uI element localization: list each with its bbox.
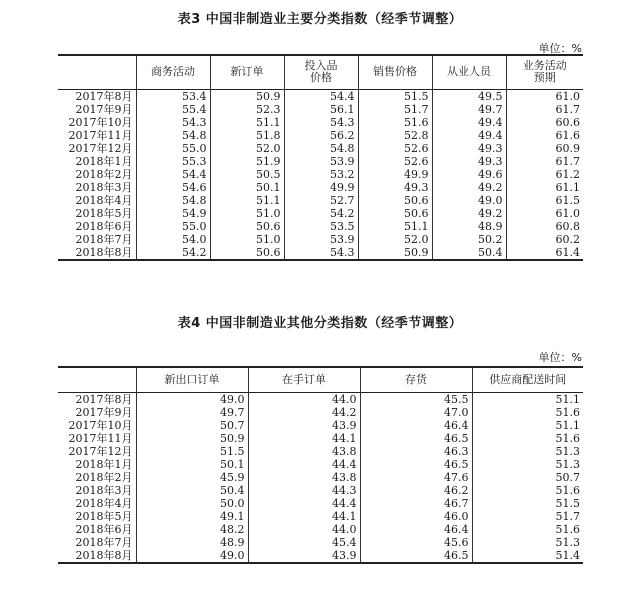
table-cell: 54.3 <box>284 246 358 260</box>
table-cell: 46.5 <box>360 432 472 445</box>
table-cell: 46.4 <box>360 419 472 432</box>
table-row <box>58 103 583 116</box>
table-cell: 44.4 <box>248 458 360 471</box>
table-cell: 43.8 <box>248 445 360 458</box>
table4-unit: 单位：% <box>538 351 582 364</box>
table-cell: 52.0 <box>210 142 284 155</box>
table-cell: 46.2 <box>360 484 472 497</box>
table-cell: 61.0 <box>506 89 583 103</box>
table-row <box>58 484 583 497</box>
table-cell: 49.7 <box>432 103 506 116</box>
table-cell: 49.6 <box>432 168 506 181</box>
table-cell: 45.4 <box>248 536 360 549</box>
table-row <box>58 246 583 260</box>
table-cell: 55.4 <box>136 103 210 116</box>
table-cell: 50.4 <box>432 246 506 260</box>
table-cell: 46.5 <box>360 549 472 563</box>
table-cell: 51.4 <box>472 549 583 563</box>
table-cell: 47.0 <box>360 406 472 419</box>
table-cell: 60.8 <box>506 220 583 233</box>
table-row <box>58 129 583 142</box>
table-row <box>58 392 583 406</box>
table-cell: 52.0 <box>358 233 432 246</box>
table-cell: 51.1 <box>210 194 284 207</box>
table-cell: 48.9 <box>432 220 506 233</box>
table-cell: 61.5 <box>506 194 583 207</box>
table-cell: 51.6 <box>472 523 583 536</box>
table-cell: 49.2 <box>432 181 506 194</box>
table-cell: 52.8 <box>358 129 432 142</box>
table-cell: 52.6 <box>358 142 432 155</box>
table-cell: 49.7 <box>136 406 248 419</box>
table-cell: 51.7 <box>472 510 583 523</box>
table-cell: 51.3 <box>472 445 583 458</box>
table-row <box>58 168 583 181</box>
table-cell: 61.7 <box>506 103 583 116</box>
table-cell: 49.3 <box>432 155 506 168</box>
table-cell: 49.0 <box>432 194 506 207</box>
table-cell: 50.1 <box>136 458 248 471</box>
row-month-label: 2018年8月 <box>75 548 133 562</box>
row-month-label: 2018年7月 <box>75 535 133 549</box>
table-cell: 53.4 <box>136 89 210 103</box>
table-cell: 51.5 <box>472 497 583 510</box>
table3-header-row <box>58 55 583 89</box>
table-cell: 49.1 <box>136 510 248 523</box>
table-row <box>58 194 583 207</box>
table-cell: 54.3 <box>136 116 210 129</box>
table-cell: 51.6 <box>358 116 432 129</box>
table-row <box>58 458 583 471</box>
table-cell: 53.2 <box>284 168 358 181</box>
row-month-label: 2018年8月 <box>75 245 133 259</box>
table-cell: 60.9 <box>506 142 583 155</box>
row-month-label: 2018年5月 <box>75 509 133 523</box>
row-month-label: 2018年1月 <box>75 154 133 168</box>
table3-body <box>58 89 583 260</box>
table-row <box>58 510 583 523</box>
table-cell: 46.4 <box>360 523 472 536</box>
row-month-label: 2017年12月 <box>68 444 133 458</box>
table-cell: 54.9 <box>136 207 210 220</box>
table-cell: 44.2 <box>248 406 360 419</box>
table-cell: 49.3 <box>432 142 506 155</box>
table-cell: 54.3 <box>284 116 358 129</box>
table-cell: 51.1 <box>358 220 432 233</box>
table-cell: 50.5 <box>210 168 284 181</box>
table-cell: 51.3 <box>472 458 583 471</box>
row-month-label: 2017年11月 <box>68 128 133 142</box>
table-row <box>58 471 583 484</box>
table-cell: 50.6 <box>358 207 432 220</box>
table-cell: 51.3 <box>472 536 583 549</box>
table-cell: 60.6 <box>506 116 583 129</box>
table-cell: 50.0 <box>136 497 248 510</box>
table-cell: 54.2 <box>284 207 358 220</box>
table-cell: 61.6 <box>506 129 583 142</box>
table-row <box>58 181 583 194</box>
table4-body <box>58 392 583 563</box>
table-cell: 54.8 <box>136 194 210 207</box>
table4-title: 表4 中国非制造业其他分类指数（经季节调整） <box>177 316 463 331</box>
table-cell: 51.1 <box>472 392 583 406</box>
table-cell: 51.6 <box>472 484 583 497</box>
table4-header-col-4: 供应商配送时间 <box>472 367 583 392</box>
table-cell: 47.6 <box>360 471 472 484</box>
table-cell: 53.5 <box>284 220 358 233</box>
table3-header-col-0 <box>58 55 136 89</box>
table-cell: 54.0 <box>136 233 210 246</box>
table-cell: 50.4 <box>136 484 248 497</box>
table-cell: 51.1 <box>472 419 583 432</box>
table3-header-col-1: 商务活动 <box>136 55 210 89</box>
table-cell: 54.6 <box>136 181 210 194</box>
table-cell: 54.4 <box>136 168 210 181</box>
table-cell: 43.9 <box>248 549 360 563</box>
table-cell: 51.0 <box>210 233 284 246</box>
table-row <box>58 432 583 445</box>
table-row <box>58 523 583 536</box>
table-cell: 48.9 <box>136 536 248 549</box>
table-cell: 45.9 <box>136 471 248 484</box>
table-row <box>58 155 583 168</box>
table-cell: 54.8 <box>284 142 358 155</box>
table-cell: 61.7 <box>506 155 583 168</box>
table-cell: 49.4 <box>432 116 506 129</box>
table-row <box>58 142 583 155</box>
table-cell: 49.9 <box>284 181 358 194</box>
table-cell: 46.0 <box>360 510 472 523</box>
table-cell: 61.0 <box>506 207 583 220</box>
table-cell: 52.6 <box>358 155 432 168</box>
table-cell: 44.4 <box>248 497 360 510</box>
table-cell: 61.2 <box>506 168 583 181</box>
table-cell: 46.7 <box>360 497 472 510</box>
table-cell: 43.8 <box>248 471 360 484</box>
table-cell: 51.9 <box>210 155 284 168</box>
table-cell: 45.5 <box>360 392 472 406</box>
table-cell: 54.8 <box>136 129 210 142</box>
table-cell: 61.1 <box>506 181 583 194</box>
table-cell: 52.3 <box>210 103 284 116</box>
table-cell: 49.2 <box>432 207 506 220</box>
table-cell: 53.9 <box>284 233 358 246</box>
table3-title: 表3 中国非制造业主要分类指数（经季节调整） <box>177 12 463 27</box>
table-cell: 44.1 <box>248 510 360 523</box>
table-cell: 50.9 <box>358 246 432 260</box>
table-cell: 44.0 <box>248 392 360 406</box>
table-cell: 50.7 <box>136 419 248 432</box>
table-cell: 50.6 <box>358 194 432 207</box>
row-month-label: 2018年6月 <box>75 522 133 536</box>
table-row <box>58 419 583 432</box>
table-cell: 50.9 <box>136 432 248 445</box>
table-cell: 44.3 <box>248 484 360 497</box>
table-cell: 49.3 <box>358 181 432 194</box>
table-cell: 49.9 <box>358 168 432 181</box>
table-cell: 51.7 <box>358 103 432 116</box>
table-cell: 56.2 <box>284 129 358 142</box>
row-month-label: 2017年8月 <box>75 89 133 103</box>
table-cell: 44.1 <box>248 432 360 445</box>
row-month-label: 2018年1月 <box>75 457 133 471</box>
row-month-label: 2018年4月 <box>75 193 133 207</box>
table-cell: 49.0 <box>136 549 248 563</box>
table-cell: 43.9 <box>248 419 360 432</box>
table-cell: 55.3 <box>136 155 210 168</box>
table-row <box>58 89 583 103</box>
table-cell: 46.5 <box>360 458 472 471</box>
table-row <box>58 497 583 510</box>
table-cell: 49.4 <box>432 129 506 142</box>
table4-header-col-2: 在手订单 <box>248 367 360 392</box>
table-row <box>58 445 583 458</box>
table-cell: 52.7 <box>284 194 358 207</box>
table3-header-col-6: 业务活动 预期 <box>506 55 583 89</box>
table-cell: 51.1 <box>210 116 284 129</box>
table-cell: 50.9 <box>210 89 284 103</box>
table3-header-col-5: 从业人员 <box>432 55 506 89</box>
row-month-label: 2017年9月 <box>75 405 133 419</box>
table-row <box>58 116 583 129</box>
table-cell: 54.2 <box>136 246 210 260</box>
table-row <box>58 220 583 233</box>
table-cell: 51.6 <box>472 432 583 445</box>
table-row <box>58 536 583 549</box>
row-month-label: 2017年9月 <box>75 102 133 116</box>
table3-header-col-2: 新订单 <box>210 55 284 89</box>
table3-header-col-3: 投入品 价格 <box>284 55 358 89</box>
table-cell: 51.5 <box>136 445 248 458</box>
table-cell: 51.8 <box>210 129 284 142</box>
row-month-label: 2017年8月 <box>75 392 133 406</box>
table-cell: 55.0 <box>136 220 210 233</box>
table4-header-col-0 <box>58 367 136 392</box>
row-month-label: 2018年3月 <box>75 483 133 497</box>
row-month-label: 2017年10月 <box>68 418 133 432</box>
table-row <box>58 406 583 419</box>
table3-header-col-4: 销售价格 <box>358 55 432 89</box>
table-row <box>58 233 583 246</box>
table-cell: 54.4 <box>284 89 358 103</box>
table-cell: 56.1 <box>284 103 358 116</box>
table-row <box>58 549 583 563</box>
row-month-label: 2018年3月 <box>75 180 133 194</box>
table-cell: 51.6 <box>472 406 583 419</box>
table-cell: 51.5 <box>358 89 432 103</box>
row-month-label: 2018年4月 <box>75 496 133 510</box>
table-cell: 49.5 <box>432 89 506 103</box>
row-month-label: 2018年2月 <box>75 167 133 181</box>
table-cell: 44.0 <box>248 523 360 536</box>
table3 <box>58 54 583 261</box>
table4-header-col-3: 存货 <box>360 367 472 392</box>
table4-header-row <box>58 367 583 392</box>
table-cell: 49.0 <box>136 392 248 406</box>
table-cell: 50.1 <box>210 181 284 194</box>
table4-header-col-1: 新出口订单 <box>136 367 248 392</box>
row-month-label: 2018年5月 <box>75 206 133 220</box>
table-cell: 46.3 <box>360 445 472 458</box>
table-cell: 45.6 <box>360 536 472 549</box>
row-month-label: 2018年6月 <box>75 219 133 233</box>
table3-unit: 单位：% <box>538 42 582 55</box>
table-cell: 48.2 <box>136 523 248 536</box>
table-cell: 55.0 <box>136 142 210 155</box>
table-cell: 60.2 <box>506 233 583 246</box>
row-month-label: 2017年12月 <box>68 141 133 155</box>
row-month-label: 2017年11月 <box>68 431 133 445</box>
table-row <box>58 207 583 220</box>
table-cell: 50.7 <box>472 471 583 484</box>
table-cell: 50.2 <box>432 233 506 246</box>
table-cell: 50.6 <box>210 220 284 233</box>
table-cell: 61.4 <box>506 246 583 260</box>
table4 <box>58 366 583 564</box>
table-cell: 53.9 <box>284 155 358 168</box>
row-month-label: 2018年2月 <box>75 470 133 484</box>
row-month-label: 2018年7月 <box>75 232 133 246</box>
table-cell: 51.0 <box>210 207 284 220</box>
row-month-label: 2017年10月 <box>68 115 133 129</box>
table-cell: 50.6 <box>210 246 284 260</box>
